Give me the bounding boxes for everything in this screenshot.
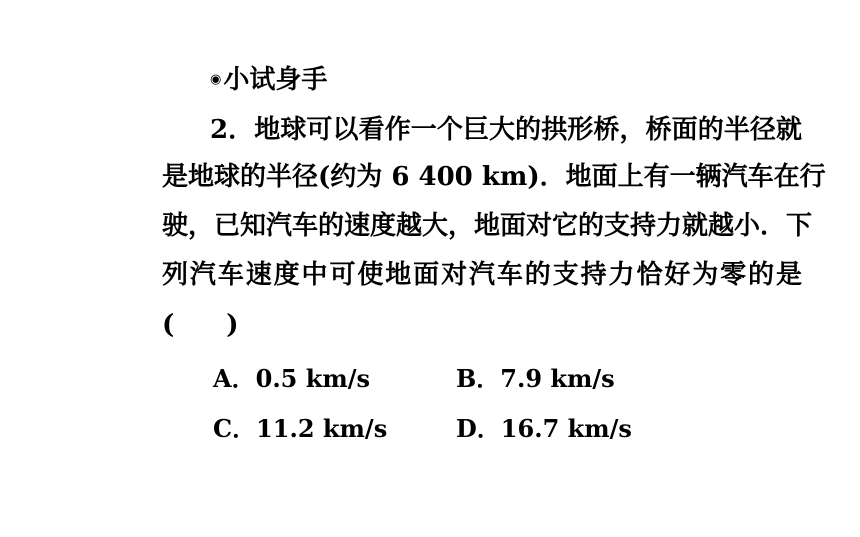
question-line-1: 2．地球可以看作一个巨大的拱形桥，桥面的半径就 [210, 115, 802, 145]
option-d: D．16.7 km/s [456, 414, 632, 443]
bullet-icon: ◉ [210, 72, 222, 87]
option-c: C．11.2 km/s [213, 414, 388, 443]
question-line-2: 是地球的半径(约为 6 400 km)．地面上有一辆汽车在行 [162, 162, 826, 192]
section-heading [210, 62, 327, 98]
option-b: B．7.9 km/s [456, 364, 615, 393]
section-title: 小试身手 [223, 65, 328, 95]
answer-blank: ( ) [162, 310, 239, 340]
question-line-3: 驶，已知汽车的速度越大，地面对它的支持力就越小．下 [162, 211, 813, 241]
question-line-4: 列汽车速度中可使地面对汽车的支持力恰好为零的是 [162, 260, 802, 290]
option-a: A．0.5 km/s [213, 364, 371, 393]
